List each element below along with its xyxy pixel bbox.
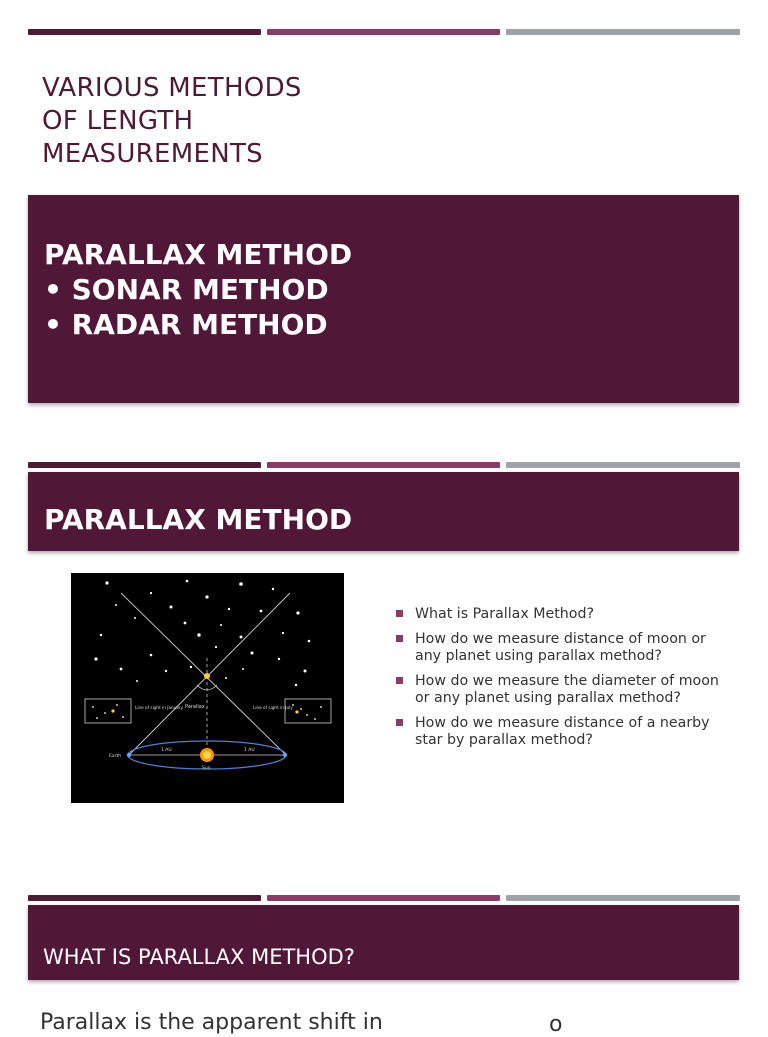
section-title: WHAT IS PARALLAX METHOD? — [43, 945, 355, 969]
square-bullet-icon — [396, 610, 403, 617]
square-bullet-icon — [396, 635, 403, 642]
question-text: What is Parallax Method? — [415, 606, 594, 622]
label-earth: Earth — [109, 754, 122, 759]
agenda-list — [44, 237, 352, 342]
accent-stripe-grey — [506, 29, 740, 35]
label-au-left: 1 AU — [161, 748, 172, 753]
accent-stripe-dark — [28, 895, 261, 901]
accent-stripe-grey — [506, 895, 740, 901]
body-paragraph: Parallax is the apparent shift in — [40, 1010, 383, 1035]
question-text: How do we measure distance of a nearby star by parallax method? — [415, 715, 710, 748]
label-parallax: Parallax — [185, 704, 205, 710]
section-title: PARALLAX METHOD — [44, 503, 353, 536]
title-line: MEASUREMENTS — [42, 139, 263, 169]
star-field — [94, 580, 310, 687]
label-january: Line of sight in January — [135, 705, 184, 710]
accent-stripe-dark — [28, 29, 261, 35]
accent-stripe-dark — [28, 462, 261, 468]
title-line: OF LENGTH — [42, 106, 194, 136]
list-item — [396, 673, 736, 707]
title-line: VARIOUS METHODS — [42, 73, 302, 103]
accent-stripe-mid — [267, 29, 500, 35]
agenda-item: PARALLAX METHOD — [44, 238, 353, 271]
question-text: How do we measure distance of moon or any planet using parallax method? — [415, 631, 706, 664]
accent-stripe-mid — [267, 895, 500, 901]
agenda-item: • SONAR METHOD — [44, 273, 329, 306]
label-au-right: 1 AU — [244, 748, 255, 753]
label-sun: Sun — [202, 766, 211, 771]
slide-title — [42, 72, 302, 171]
agenda-item: • RADAR METHOD — [44, 308, 328, 341]
question-text: How do we measure the diameter of moon or any planet using parallax method? — [415, 673, 719, 706]
agenda-band — [28, 195, 739, 403]
accent-stripe-mid — [267, 462, 500, 468]
accent-stripe-grey — [506, 462, 740, 468]
body-paragraph-right: o — [549, 1012, 563, 1037]
square-bullet-icon — [396, 719, 403, 726]
section-title-band — [28, 472, 739, 551]
list-item — [396, 606, 736, 623]
square-bullet-icon — [396, 677, 403, 684]
list-item — [396, 715, 736, 749]
label-july: Line of sight in July — [253, 705, 293, 710]
parallax-diagram-image — [71, 573, 344, 803]
list-item — [396, 631, 736, 665]
question-list — [396, 606, 736, 757]
section-title-band — [28, 905, 739, 980]
